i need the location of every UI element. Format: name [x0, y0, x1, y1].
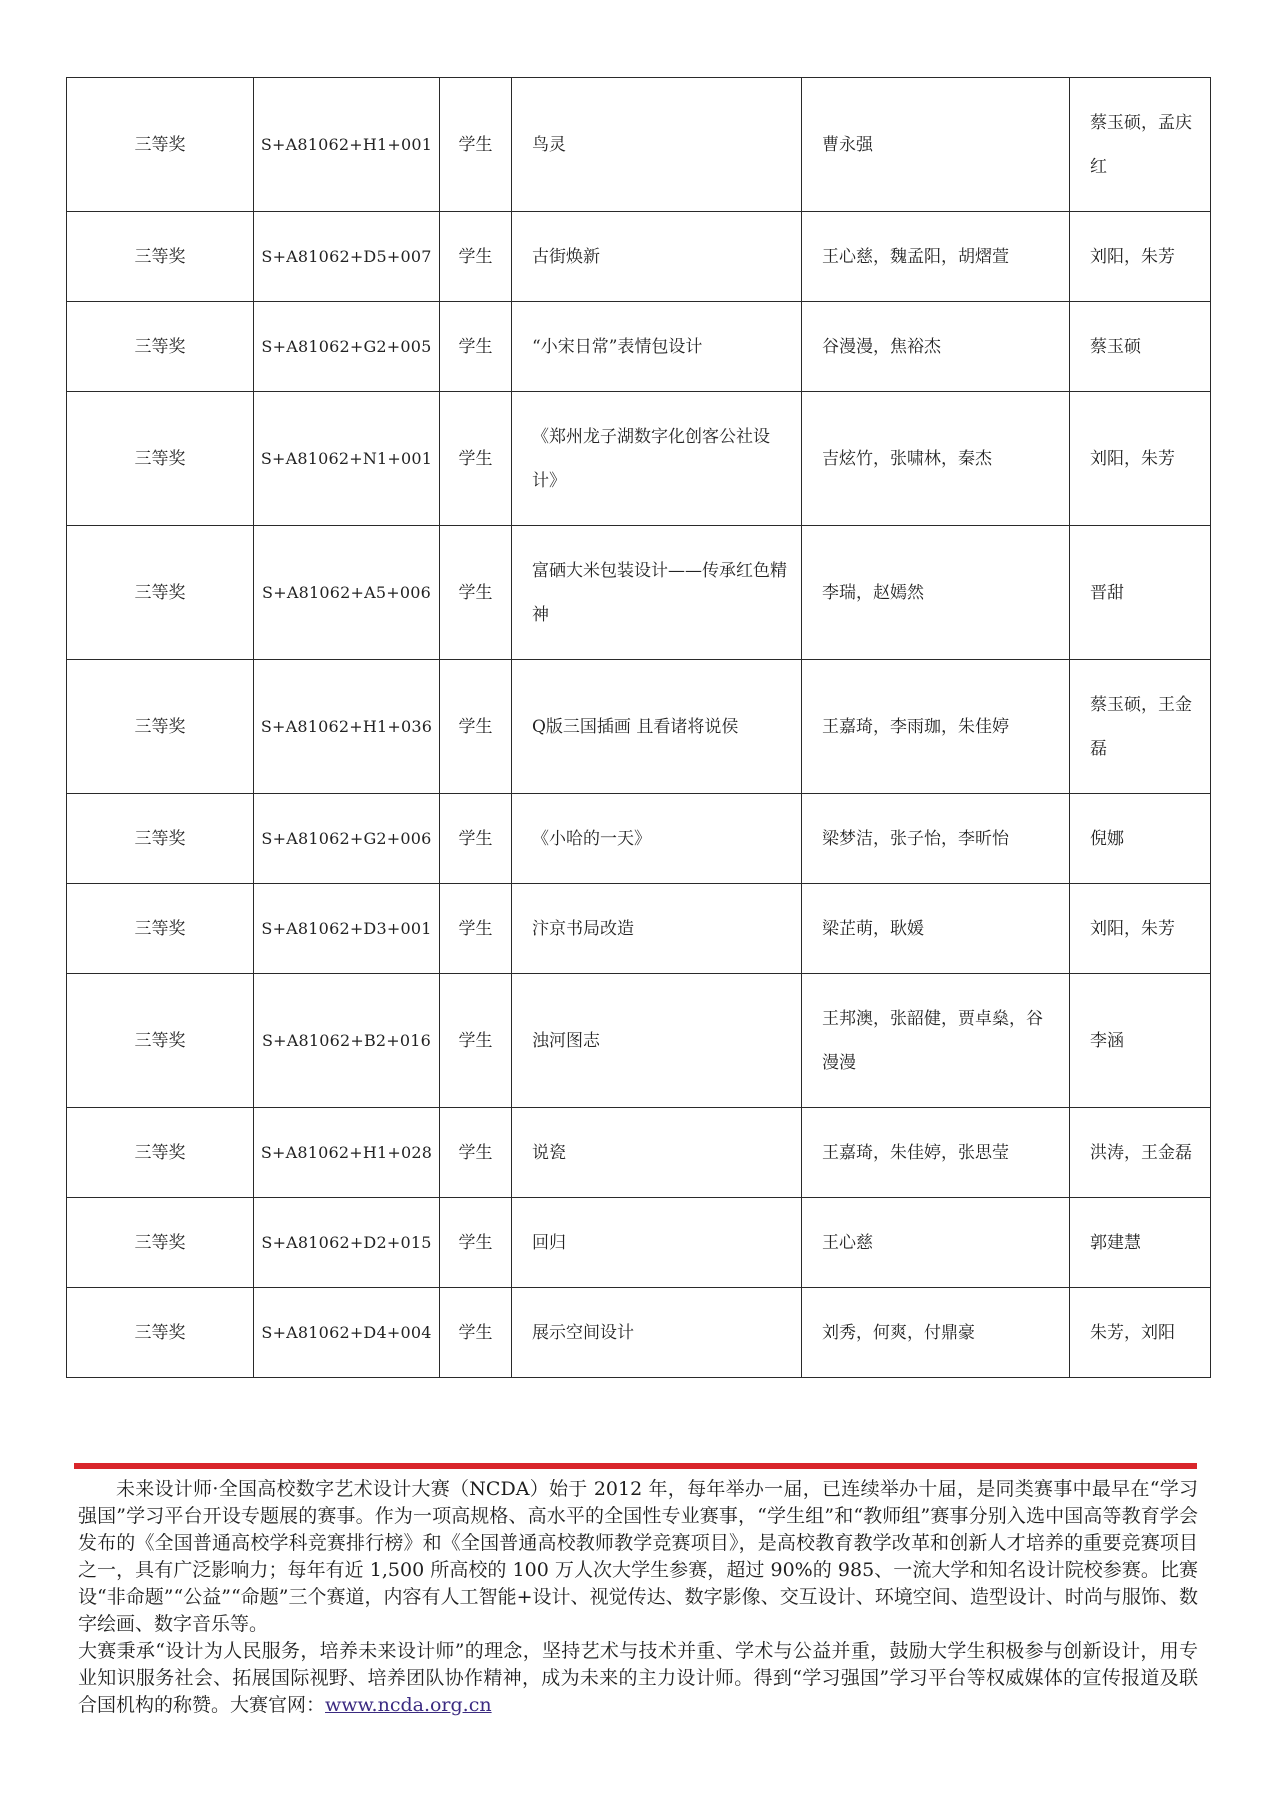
advisors-cell: 刘阳，朱芳 [1070, 884, 1211, 974]
entry-code-cell: S+A81062+H1+028 [254, 1108, 440, 1198]
award-cell: 三等奖 [67, 212, 254, 302]
authors-cell: 王嘉琦，朱佳婷，张思莹 [802, 1108, 1070, 1198]
table-row [67, 78, 1211, 212]
authors-cell: 曹永强 [802, 78, 1070, 212]
work-title-cell: 《郑州龙子湖数字化创客公社设计》 [512, 392, 802, 526]
group-cell: 学生 [440, 1288, 512, 1378]
group-cell: 学生 [440, 884, 512, 974]
table-row [67, 1288, 1211, 1378]
group-cell: 学生 [440, 1108, 512, 1198]
award-cell: 三等奖 [67, 1288, 254, 1378]
entry-code-cell: S+A81062+B2+016 [254, 974, 440, 1108]
group-cell: 学生 [440, 974, 512, 1108]
authors-cell: 谷漫漫，焦裕杰 [802, 302, 1070, 392]
authors-cell: 梁芷萌，耿媛 [802, 884, 1070, 974]
entry-code-cell: S+A81062+A5+006 [254, 526, 440, 660]
award-cell: 三等奖 [67, 302, 254, 392]
group-cell: 学生 [440, 302, 512, 392]
award-cell: 三等奖 [67, 974, 254, 1108]
authors-cell: 吉炫竹，张啸林，秦杰 [802, 392, 1070, 526]
advisors-cell: 郭建慧 [1070, 1198, 1211, 1288]
group-cell: 学生 [440, 526, 512, 660]
authors-cell: 刘秀，何爽，付鼎豪 [802, 1288, 1070, 1378]
group-cell: 学生 [440, 660, 512, 794]
group-cell: 学生 [440, 392, 512, 526]
advisors-cell: 朱芳，刘阳 [1070, 1288, 1211, 1378]
work-title-cell: 浊河图志 [512, 974, 802, 1108]
award-cell: 三等奖 [67, 660, 254, 794]
award-cell: 三等奖 [67, 526, 254, 660]
advisors-cell: 蔡玉硕，孟庆红 [1070, 78, 1211, 212]
entry-code-cell: S+A81062+H1+001 [254, 78, 440, 212]
table-row [67, 526, 1211, 660]
advisors-cell: 刘阳，朱芳 [1070, 392, 1211, 526]
group-cell: 学生 [440, 794, 512, 884]
competition-description [78, 1476, 1198, 1719]
advisors-cell: 洪涛，王金磊 [1070, 1108, 1211, 1198]
award-cell: 三等奖 [67, 1108, 254, 1198]
work-title-cell: 鸟灵 [512, 78, 802, 212]
description-paragraph-1: 未来设计师·全国高校数字艺术设计大赛（NCDA）始于 2012 年，每年举办一届，已连续举办十届，是同类赛事中最早在“学习强国”学习平台开设专题展的赛事。作为一项高规格、高水平的全国性专业赛事，“学生组”和“教师组”赛事分别入选中国高等教育学会发布的《全国普通高校学科竞赛排行榜》和《全国普通高校教师教学竞赛项目》，是高校教育教学改革和创新人才培养的重要竞赛项目之一，具有广泛影响力；每年有近 1,500 所高校的 100 万人次大学生参赛，超过 90%的 985、一流大学和知名设计院校参赛。比赛设“非命题”“公益”“命题”三个赛道，内容有人工智能+设计、视觉传达、数字影像、交互设计、环境空间、造型设计、时尚与服饰、数字绘画、数字音乐等。 [78, 1478, 1198, 1635]
advisors-cell: 倪娜 [1070, 794, 1211, 884]
award-cell: 三等奖 [67, 78, 254, 212]
table-row [67, 302, 1211, 392]
entry-code-cell: S+A81062+D5+007 [254, 212, 440, 302]
work-title-cell: 古街焕新 [512, 212, 802, 302]
entry-code-cell: S+A81062+D3+001 [254, 884, 440, 974]
work-title-cell: 汴京书局改造 [512, 884, 802, 974]
table-row [67, 974, 1211, 1108]
authors-cell: 李瑞，赵嫣然 [802, 526, 1070, 660]
table-row [67, 794, 1211, 884]
table-row [67, 1108, 1211, 1198]
entry-code-cell: S+A81062+D2+015 [254, 1198, 440, 1288]
work-title-cell: 回归 [512, 1198, 802, 1288]
official-website-link[interactable]: www.ncda.org.cn [325, 1694, 492, 1716]
award-cell: 三等奖 [67, 392, 254, 526]
work-title-cell: 展示空间设计 [512, 1288, 802, 1378]
entry-code-cell: S+A81062+H1+036 [254, 660, 440, 794]
table-row [67, 1198, 1211, 1288]
award-cell: 三等奖 [67, 794, 254, 884]
awards-table [66, 77, 1211, 1378]
work-title-cell: 说瓷 [512, 1108, 802, 1198]
award-cell: 三等奖 [67, 1198, 254, 1288]
group-cell: 学生 [440, 212, 512, 302]
entry-code-cell: S+A81062+G2+006 [254, 794, 440, 884]
advisors-cell: 蔡玉硕 [1070, 302, 1211, 392]
entry-code-cell: S+A81062+G2+005 [254, 302, 440, 392]
footer-divider [74, 1463, 1197, 1469]
work-title-cell: Q版三国插画 且看诸将说侯 [512, 660, 802, 794]
authors-cell: 王心慈，魏孟阳，胡熠萱 [802, 212, 1070, 302]
work-title-cell: “小宋日常”表情包设计 [512, 302, 802, 392]
group-cell: 学生 [440, 1198, 512, 1288]
authors-cell: 王嘉琦，李雨珈，朱佳婷 [802, 660, 1070, 794]
advisors-cell: 晋甜 [1070, 526, 1211, 660]
authors-cell: 梁梦洁，张子怡，李昕怡 [802, 794, 1070, 884]
advisors-cell: 刘阳，朱芳 [1070, 212, 1211, 302]
entry-code-cell: S+A81062+D4+004 [254, 1288, 440, 1378]
table-row [67, 212, 1211, 302]
authors-cell: 王邦澳，张韶健，贾卓燊，谷漫漫 [802, 974, 1070, 1108]
entry-code-cell: S+A81062+N1+001 [254, 392, 440, 526]
table-row [67, 884, 1211, 974]
authors-cell: 王心慈 [802, 1198, 1070, 1288]
advisors-cell: 李涵 [1070, 974, 1211, 1108]
table-row [67, 392, 1211, 526]
work-title-cell: 富硒大米包装设计——传承红色精神 [512, 526, 802, 660]
description-paragraph-2-text: 大赛秉承“设计为人民服务，培养未来设计师”的理念，坚持艺术与技术并重、学术与公益并重，鼓励大学生积极参与创新设计，用专业知识服务社会、拓展国际视野、培养团队协作精神，成为未来的主力设计师。得到“学习强国”学习平台等权威媒体的宣传报道及联合国机构的称赞。大赛官网： [78, 1640, 1198, 1716]
table-row [67, 660, 1211, 794]
advisors-cell: 蔡玉硕，王金磊 [1070, 660, 1211, 794]
description-paragraph-2 [78, 1638, 1198, 1719]
award-cell: 三等奖 [67, 884, 254, 974]
group-cell: 学生 [440, 78, 512, 212]
work-title-cell: 《小哈的一天》 [512, 794, 802, 884]
